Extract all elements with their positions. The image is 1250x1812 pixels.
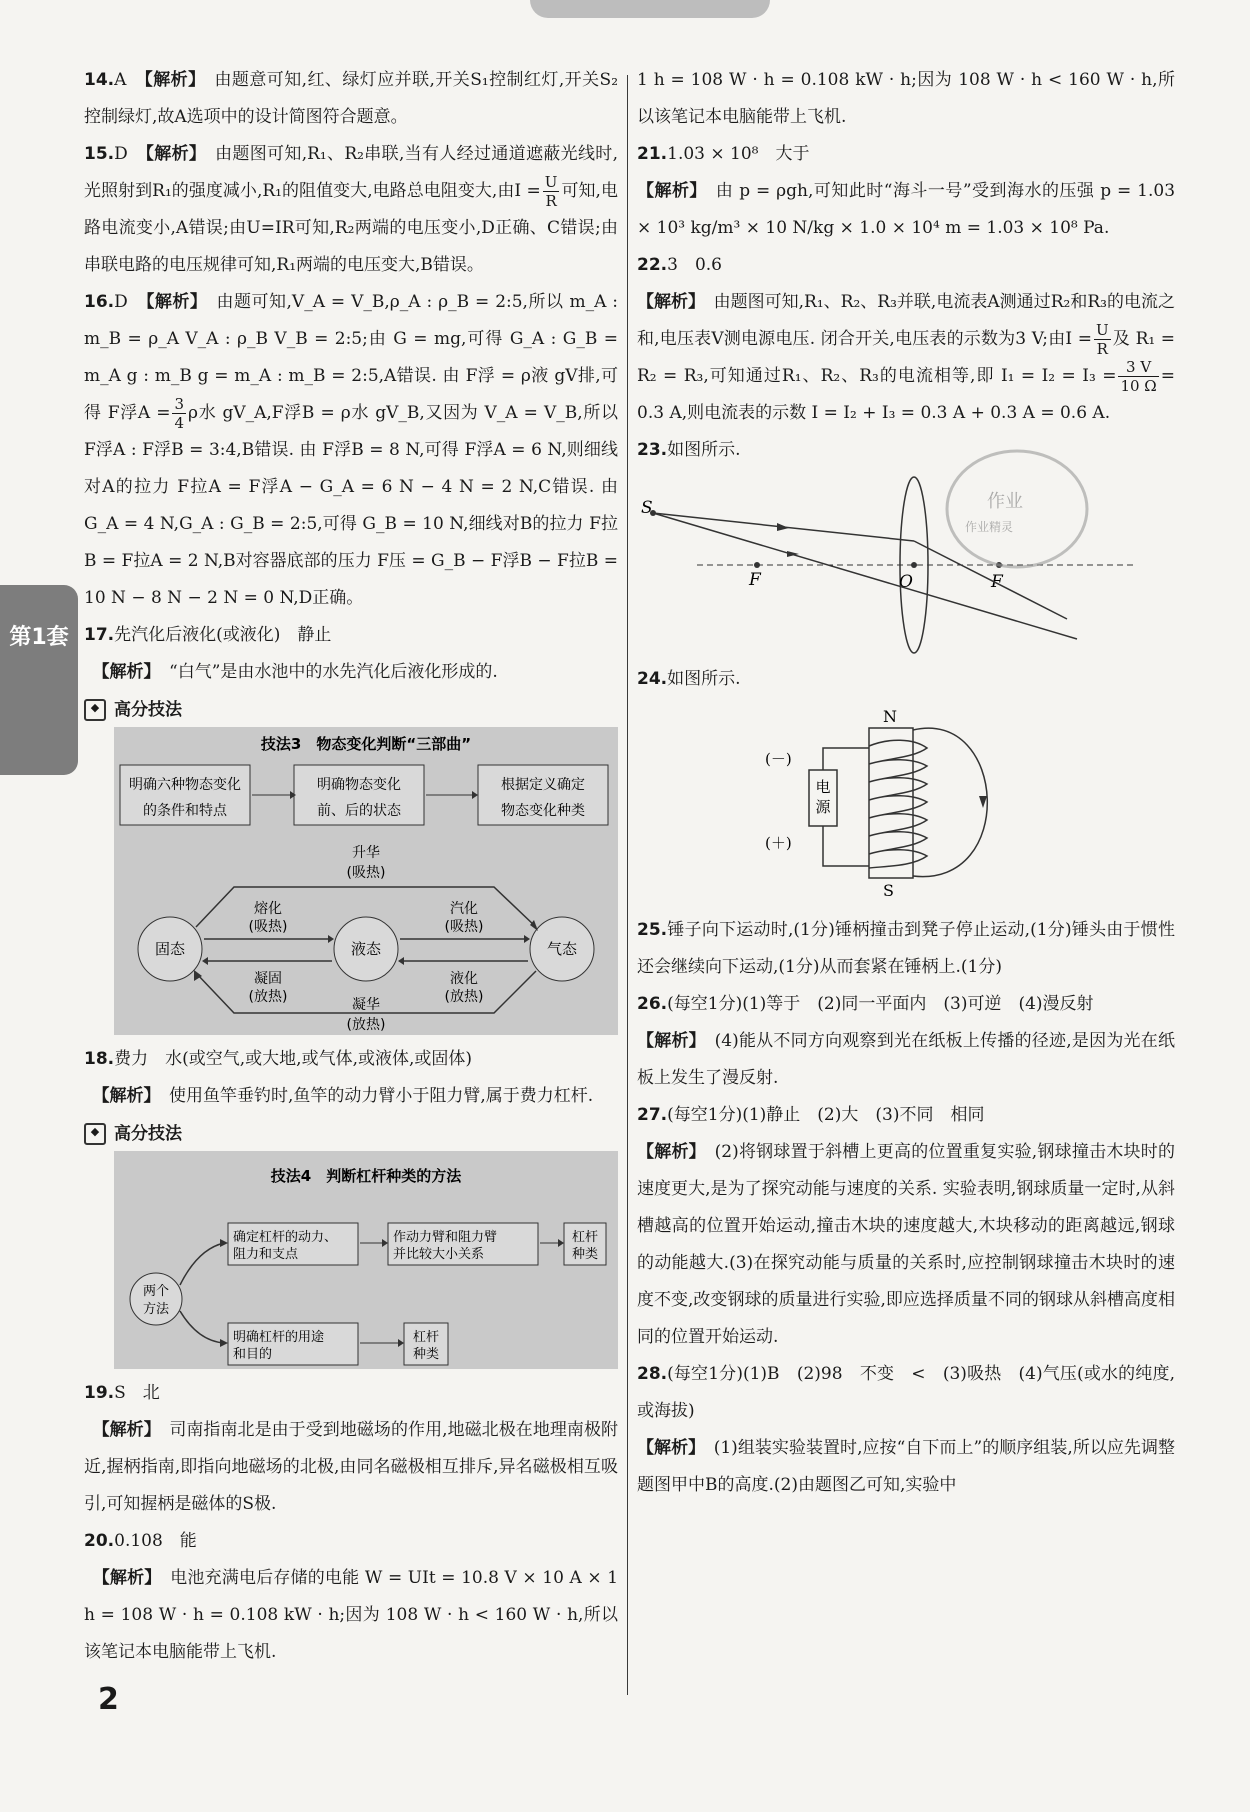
power-label-a: 电 [815, 778, 831, 796]
item-21-analysis: 【解析】 由 p = ρgh,可知此时“海斗一号”受到海水的压强 p = 1.03 × 10³ kg/m³ × 10 N/kg × 1.0 × 10⁴ m = 1.03 × 10⁸ Pa. [637, 181, 1176, 238]
label-melting-heat: (吸热) [248, 919, 288, 935]
branch-upper [180, 1243, 224, 1285]
fraction-u-over-r: $\frac{U}{R}$ [544, 173, 558, 210]
field-arrow [979, 796, 987, 808]
lens-ray-diagram [637, 469, 1175, 647]
page-number: 2 [98, 1682, 119, 1717]
lever-box-4-b: 和目的 [233, 1347, 273, 1362]
state-change-diagram [114, 727, 618, 1035]
iron-core [869, 728, 913, 878]
lever-box-3-a: 杠杆 [571, 1230, 599, 1245]
incident-ray-center [653, 513, 1077, 639]
label-deposition: 凝华 [352, 997, 380, 1013]
item-26-analysis: 【解析】 (4)能从不同方向观察到光在纸板上传播的径迹,是因为光在纸板上发生了漫反射. [637, 1031, 1176, 1088]
step-text-1a: 明确六种物态变化 [129, 777, 241, 793]
step-arrowhead-2 [472, 791, 478, 799]
item-15: 15.D 【解析】 由题图可知,R₁、R₂串联,当有人经过通道遮蔽光线时,光照射到R₁的强度减小,R₁的阻值变大,电路总电阻变大,由I = $\frac{U}{R}$ 可知,电路电流变小,A错误;由U=IR可知,R₂两端的电压变小,D正确、C错误;由串联电路的电压规律可知,R₁两端的电压变大,B错误。 [84, 144, 619, 275]
branch-lower [180, 1311, 224, 1343]
tip2-title: 技法4 判断杠杆种类的方法 [270, 1167, 462, 1185]
lever-box-2-b: 并比较大小关系 [393, 1247, 485, 1262]
item-27: 27.(每空1分)(1)静止 (2)大 (3)不同 相同 [637, 1105, 985, 1125]
fraction-u-over-r-2: $\frac{U}{R}$ [1095, 321, 1109, 358]
label-deposition-heat: (放热) [346, 1017, 386, 1033]
lever-box-1-a: 确定杠杆的动力、 [233, 1230, 338, 1245]
arrowhead-deposition [194, 970, 202, 981]
technique-icon: ◆ [84, 699, 106, 721]
label-melting: 熔化 [254, 901, 282, 917]
item-20-continued: 1 h = 108 W · h = 0.108 kW · h;因为 108 W · h < 160 W · h,所以该笔记本电脑能带上飞机. [637, 70, 1175, 127]
focal-point-left [754, 562, 760, 568]
lever-box-5-a: 杠杆 [412, 1330, 440, 1345]
tip-panel-lever [114, 1151, 618, 1369]
method-center-b: 方法 [142, 1302, 170, 1317]
label-f-right: F [991, 572, 1003, 592]
lever-arrowhead-1 [382, 1239, 388, 1247]
item-20: 20.0.108 能 [84, 1531, 197, 1551]
lever-box-4-a: 明确杠杆的用途 [233, 1330, 325, 1345]
right-column [637, 62, 1175, 1504]
fraction-3v-over-10ohm: $\frac{3 V}{10 \Omega}$ [1120, 358, 1157, 395]
item-28-analysis: 【解析】 (1)组装实验装置时,应按“自下而上”的顺序组装,所以应先调整题图甲中B的高度.(2)由题图乙可知,实验中 [637, 1438, 1176, 1495]
item-28: 28.(每空1分)(1)B (2)98 不变 < (3)吸热 (4)气压(或水的纯度,或海拔) [637, 1364, 1175, 1421]
arrowhead-liquefaction [398, 957, 404, 965]
method-center-a: 两个 [142, 1284, 170, 1299]
lever-box-2-a: 作动力臂和阻力臂 [393, 1230, 498, 1245]
arrowhead-solidification [202, 957, 208, 965]
item-19-analysis: 【解析】 司南指南北是由于受到地磁场的作用,地磁北极在地理南极附近,握柄指南,即指向地磁场的北极,由同名磁极相互排斥,异名磁极相互吸引,可知握柄是磁体的S极. [84, 1420, 619, 1514]
label-f-left: F [749, 570, 761, 590]
optical-center [911, 562, 917, 568]
item-19: 19.S 北 [84, 1383, 160, 1403]
arrowhead-vaporization [524, 935, 530, 943]
column-divider [627, 75, 628, 1695]
item-14: 14.A 【解析】 由题意可知,红、绿灯应并联,开关S₁控制红灯,开关S₂控制绿灯,故A选项中的设计简图符合题意。 [84, 70, 619, 127]
item-26: 26.(每空1分)(1)等于 (2)同一平面内 (3)可逆 (4)漫反射 [637, 994, 1094, 1014]
coil [869, 740, 927, 868]
state-solid-label: 固态 [154, 940, 186, 958]
label-negative: (－) [765, 750, 792, 768]
lever-box-1-b: 阻力和支点 [233, 1247, 299, 1262]
branch-upper-head [220, 1239, 228, 1247]
power-label-b: 源 [815, 798, 831, 816]
label-positive: (＋) [765, 834, 792, 852]
step-text-3a: 根据定义确定 [501, 777, 585, 793]
step-text-1b: 的条件和特点 [143, 803, 227, 819]
step-text-2b: 前、后的状态 [317, 803, 401, 819]
branch-lower-head [220, 1339, 228, 1347]
label-south: S [883, 881, 894, 900]
label-s: S [641, 498, 653, 518]
item-17: 17.先汽化后液化(或液化) 静止 [84, 625, 332, 645]
tip-heading-1: ◆ 高分技法 [84, 695, 618, 725]
item-18: 18.费力 水(或空气,或大地,或气体,或液体,或固体) [84, 1049, 473, 1069]
fraction-three-quarters: $\frac{3}{4}$ [174, 395, 185, 432]
watermark-subtext: 作业精灵 [965, 520, 1014, 534]
label-solidification: 凝固 [254, 971, 282, 987]
lever-box-5-b: 种类 [412, 1347, 440, 1362]
electromagnet-diagram [637, 698, 1175, 898]
item-16: 16.D 【解析】 由题可知,V_A = V_B,ρ_A : ρ_B = 2:5,所以 m_A : m_B = ρ_A V_A : ρ_B V_B = 2:5;由 G = mg,可得 G_A : G_B = m_A g : m_B g = m_A : m_B = 2:5,A错误. 由 F浮 = ρ液 gV排,可得 F浮A = $\frac{3}{4}$ ρ水 gV_A,F浮B = ρ水 gV_B,又因为 V_A = V_B,所以 F浮A : F浮B = 3:4,B错误. 由 F浮B = 8 N,可得 F浮A = 6 N,则细线对A的拉力 F拉A = F浮A − G_A = 6 N − 4 N = 2 N,C错误. 由 G_A = 4 N,G_A : G_B = 2:5,可得 G_B = 10 N,细线对B的拉力 F拉B = F拉A = 2 N,B对容器底部的压力 F压 = G_B − F浮B − F拉B = 10 N − 8 N − 2 N = 0 N,D正确。 [84, 292, 619, 608]
tip-panel-state-change [114, 727, 618, 1035]
side-tab: 第1套 [0, 585, 78, 775]
label-sublimation: 升华 [352, 845, 380, 861]
technique-icon: ◆ [84, 1123, 106, 1145]
item-17-analysis: 【解析】 “白气”是由水池中的水先汽化后液化形成的. [101, 662, 498, 682]
lever-arrowhead-2 [558, 1239, 564, 1247]
watermark-text: 作业 [987, 491, 1023, 512]
label-vaporization: 汽化 [450, 901, 478, 917]
item-20-analysis: 【解析】 电池充满电后存储的电能 W = UIt = 10.8 V × 10 A × 1 h = 108 W · h = 0.108 kW · h;因为 108 W · h < 160 W · h,所以该笔记本电脑能带上飞机. [84, 1568, 619, 1662]
state-gas-label: 气态 [546, 940, 578, 958]
label-liquefaction-heat: (放热) [444, 989, 484, 1005]
step-text-3b: 物态变化种类 [501, 803, 585, 819]
lever-method-diagram [114, 1151, 618, 1369]
tip1-title: 技法3 物态变化判断“三部曲” [260, 735, 472, 753]
wire-top [823, 748, 869, 770]
item-23: 23.如图所示. [637, 440, 741, 460]
state-liquid-label: 液态 [350, 940, 382, 958]
label-liquefaction: 液化 [450, 971, 478, 987]
label-o: O [899, 572, 913, 592]
item-22: 22.3 0.6 [637, 255, 722, 275]
item-27-analysis: 【解析】 (2)将钢球置于斜槽上更高的位置重复实验,钢球撞击木块时的速度更大,是为了探究动能与速度的关系. 实验表明,钢球质量一定时,从斜槽越高的位置开始运动,撞击木块的速度越大,木块移动的距离越远,钢球的动能越大.(3)在探究动能与质量的关系时,应控制钢球撞击木块时的速度不变,改变钢球的质量进行实验,即应选择质量不同的钢球从斜槽高度相同的位置开始运动. [637, 1142, 1176, 1347]
item-22-analysis: 【解析】 由题图可知,R₁、R₂、R₃并联,电流表A测通过R₂和R₃的电流之和,电压表V测电源电压. 闭合开关,电压表的示数为3 V;由I = $\frac{U}{R}$ 及 R₁ = R₂ = R₃,可知通过R₁、R₂、R₃的电流相等,即 I₁ = I₂ = I₃ = $\frac{3 V}{10 \Omega}$ = 0.3 A,则电流表的示数 I = I₂ + I₃ = 0.3 A + 0.3 A = 0.6 A. [637, 292, 1176, 423]
item-18-analysis: 【解析】 使用鱼竿垂钓时,鱼竿的动力臂小于阻力臂,属于费力杠杆. [101, 1086, 594, 1106]
refracted-ray-1 [914, 541, 1067, 619]
item-25: 25.锤子向下运动时,(1分)锤柄撞击到凳子停止运动,(1分)锤头由于惯性还会继续向下运动,(1分)从而套紧在锤柄上.(1分) [637, 920, 1175, 977]
item-21: 21.1.03 × 10⁸ 大于 [637, 144, 810, 164]
step-text-2a: 明确物态变化 [317, 777, 401, 793]
left-column [84, 62, 619, 1662]
wire-bottom [823, 826, 869, 866]
lever-arrowhead-3 [398, 1339, 404, 1347]
label-sublimation-heat: (吸热) [346, 865, 386, 881]
top-edge-tab [530, 0, 770, 18]
label-solidification-heat: (放热) [248, 989, 288, 1005]
label-north: N [883, 707, 897, 726]
method-center [130, 1273, 182, 1325]
tip-heading-2: ◆ 高分技法 [84, 1119, 618, 1149]
arrowhead-melting [328, 935, 334, 943]
label-vaporization-heat: (吸热) [444, 919, 484, 935]
item-24: 24.如图所示. [637, 669, 741, 689]
lever-box-3-b: 种类 [571, 1247, 599, 1262]
